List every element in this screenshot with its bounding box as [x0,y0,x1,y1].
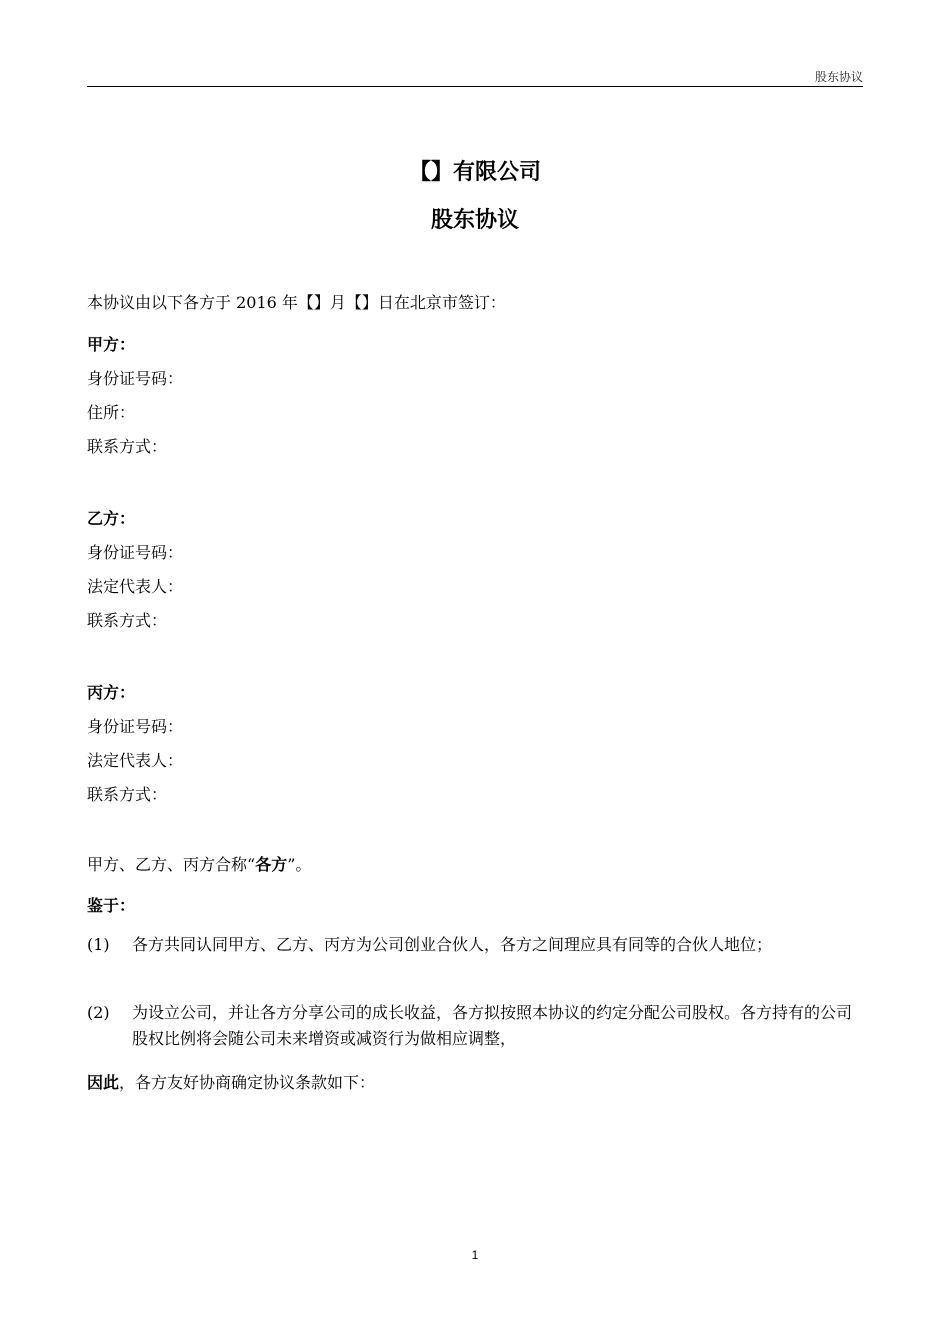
collective-suffix: ”。 [287,855,312,874]
therefore-label: 因此 [87,1073,120,1092]
collective-term: 各方 [255,855,288,874]
party-c-contact-field: 联系方式： [87,785,168,804]
document-title: 股东协议 [430,208,519,233]
whereas-item-number: (2) [87,1003,110,1022]
therefore-text: ，各方友好协商确定协议条款如下： [119,1073,376,1092]
party-c-label: 丙方： [87,683,136,702]
collective-prefix: 甲方、乙方、丙方合称“ [87,855,256,874]
whereas-label: 鉴于： [87,896,136,915]
intro-paragraph: 本协议由以下各方于 2016 年【】月【】日在北京市签订： [87,293,506,312]
whereas-item-number: (1) [87,935,110,954]
header-rule [87,86,863,87]
company-title: 【】有限公司 [408,160,541,185]
party-c-representative-field: 法定代表人： [87,751,184,770]
party-a-address-field: 住所： [87,403,136,422]
whereas-item-text: 为设立公司，并让各方分享公司的成长收益，各方拟按照本协议的约定分配公司股权。各方持有的公司股权比例将会随公司未来增资或减资行为做相应调整， [132,1003,853,1048]
whereas-item-text: 各方共同认同甲方、乙方、丙方为公司创业合伙人，各方之间理应具有同等的合伙人地位； [132,935,773,954]
party-b-representative-field: 法定代表人： [87,577,184,596]
whereas-item [87,1000,863,1052]
party-c-id-field: 身份证号码： [87,717,184,736]
party-a-id-field: 身份证号码： [87,369,184,388]
therefore-paragraph [87,1072,375,1094]
running-header-title: 股东协议 [814,70,863,84]
page-number: 1 [471,1248,479,1262]
whereas-item [87,932,863,958]
party-a-contact-field: 联系方式： [87,437,168,456]
party-a-label: 甲方： [87,335,136,354]
collective-definition [87,854,311,876]
party-b-id-field: 身份证号码： [87,543,184,562]
party-b-label: 乙方： [87,509,136,528]
party-b-contact-field: 联系方式： [87,611,168,630]
